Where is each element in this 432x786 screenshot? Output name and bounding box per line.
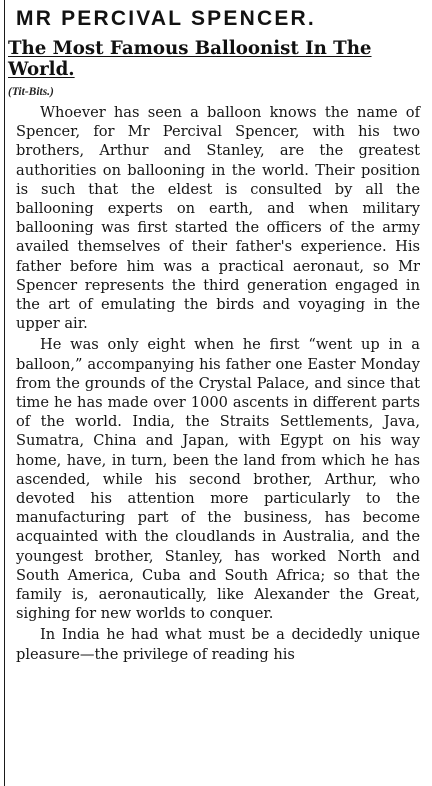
- paragraph: In India he had what must be a decidedly unique pleasure—the privilege of reading his: [16, 626, 420, 663]
- headline: MR PERCIVAL SPENCER.: [16, 7, 316, 30]
- paragraph: He was only eight when he first “went up in a balloon,” accompanying his father one Easter Monday from the grounds of the Crystal Palace, and since that time he has made over 1000 ascents in different parts of the world. India, the Straits Settlements, Java, Sumatra, China and Japan, with Egypt on his way home, have, in turn, been the land from which he has ascended, while his second brother, Arthur, who devoted his attention more particularly to the manufacturing part of the business, has become acquainted with the cloudlands in Australia, and the youngest brother, Stanley, has worked North and South America, Cuba and South Africa; so that the family is, aeronautically, like Alexander the Great, sighing for new worlds to conquer.: [16, 336, 420, 623]
- paragraph: Whoever has seen a balloon knows the name of Spencer, for Mr Percival Spencer, with his two brothers, Arthur and Stanley, are the greatest authorities on ballooning in the world. Their position is such that the eldest is consulted by all the ballooning experts on earth, and when military ballooning was first started the officers of the army availed themselves of their father's experience. His father before him was a practical aeronaut, so Mr Spencer represents the third generation engaged in the art of emulating the birds and voyaging in the upper air.: [16, 104, 420, 333]
- subheadline: The Most Famous Balloonist In The World.: [8, 38, 372, 80]
- article-body: [16, 103, 420, 664]
- source-credit: (Tit-Bits.): [8, 86, 54, 98]
- column-rule: [4, 0, 5, 786]
